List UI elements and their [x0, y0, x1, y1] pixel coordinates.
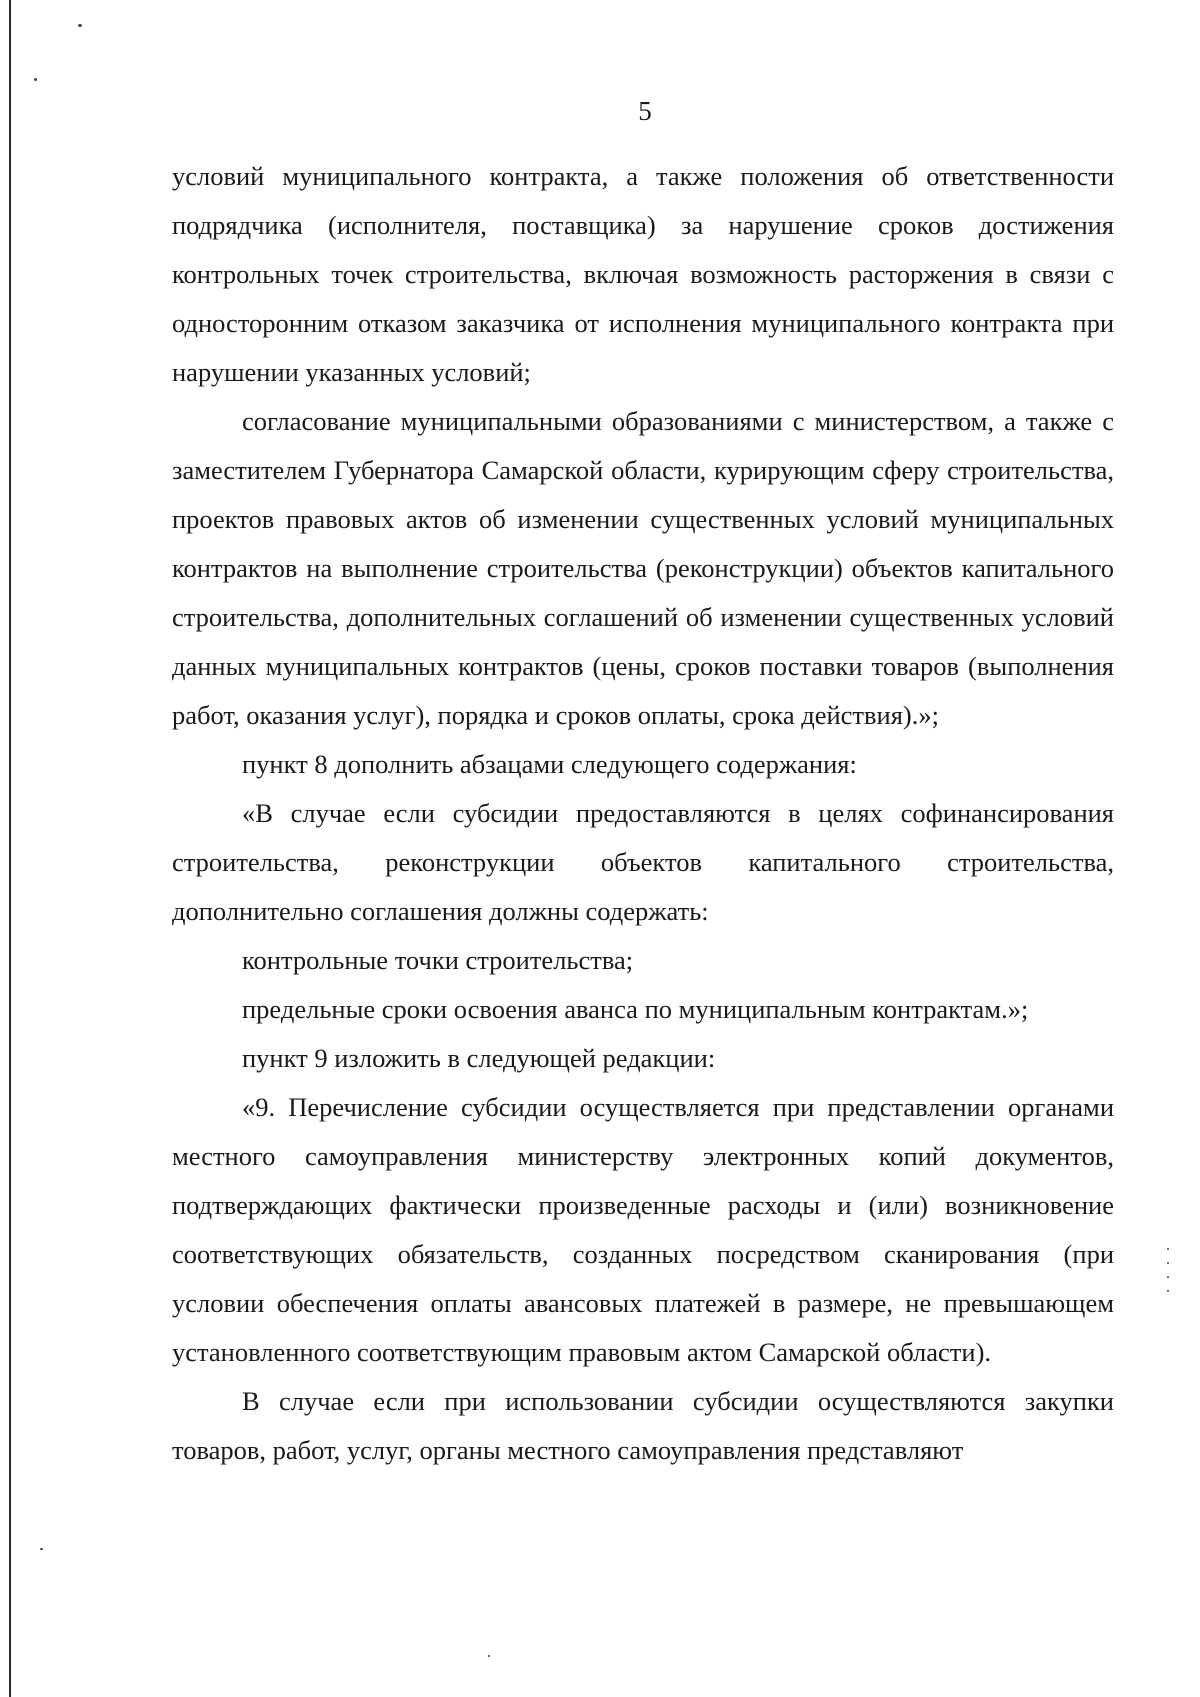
- page-number: 5: [638, 96, 652, 126]
- scan-speck: [34, 78, 37, 81]
- paragraph: согласование муниципальными образованиями с министерством, а также с заместителем Губернатора Самарской области, курирующим сферу строительства, проектов правовых актов об изменении существенных условий муниципальных контрактов на выполнение строительства (реконструкции) объектов капитального строительства, дополнительных соглашений об изменении существенных условий данных муниципальных контрактов (цены, сроков поставки товаров (выполнения работ, оказания услуг), порядка и сроков оплаты, срока действия).»;: [172, 406, 1114, 730]
- paragraph: В случае если при использовании субсидии осуществляются закупки товаров, работ, услуг, органы местного самоуправления представляют: [172, 1386, 1114, 1465]
- paragraph: предельные сроки освоения аванса по муниципальным контрактам.»;: [242, 994, 1029, 1024]
- scan-speck: [1167, 1262, 1169, 1264]
- paragraph: пункт 8 дополнить абзацами следующего содержания:: [242, 749, 857, 779]
- scan-speck: [78, 24, 82, 27]
- page-left-edge: [9, 0, 11, 1697]
- document-body: [172, 152, 1114, 1475]
- paragraph: контрольные точки строительства;: [242, 945, 634, 975]
- paragraph: «9. Перечисление субсидии осуществляется при представлении органами местного самоуправления министерству электронных копий документов, подтверждающих фактически произведенные расходы и (или) возникновение соответствующих обязательств, созданных посредством сканирования (при условии обеспечения оплаты авансовых платежей в размере, не превышающем установленного соответствующим правовым актом Самарской области).: [172, 1092, 1114, 1367]
- scan-speck: [1167, 1276, 1169, 1278]
- scan-speck: [1167, 1290, 1169, 1292]
- scan-speck: [488, 1655, 490, 1657]
- scan-speck: [1167, 1248, 1169, 1250]
- scan-speck: [40, 1548, 43, 1550]
- paragraph: «В случае если субсидии предоставляются в целях софинансирования строительства, реконструкции объектов капитального строительства, дополнительно соглашения должны содержать:: [172, 798, 1114, 926]
- paragraph: условий муниципального контракта, а также положения об ответственности подрядчика (исполнителя, поставщика) за нарушение сроков достижения контрольных точек строительства, включая возможность расторжения в связи с односторонним отказом заказчика от исполнения муниципального контракта при нарушении указанных условий;: [172, 161, 1114, 387]
- paragraph: пункт 9 изложить в следующей редакции:: [242, 1043, 716, 1073]
